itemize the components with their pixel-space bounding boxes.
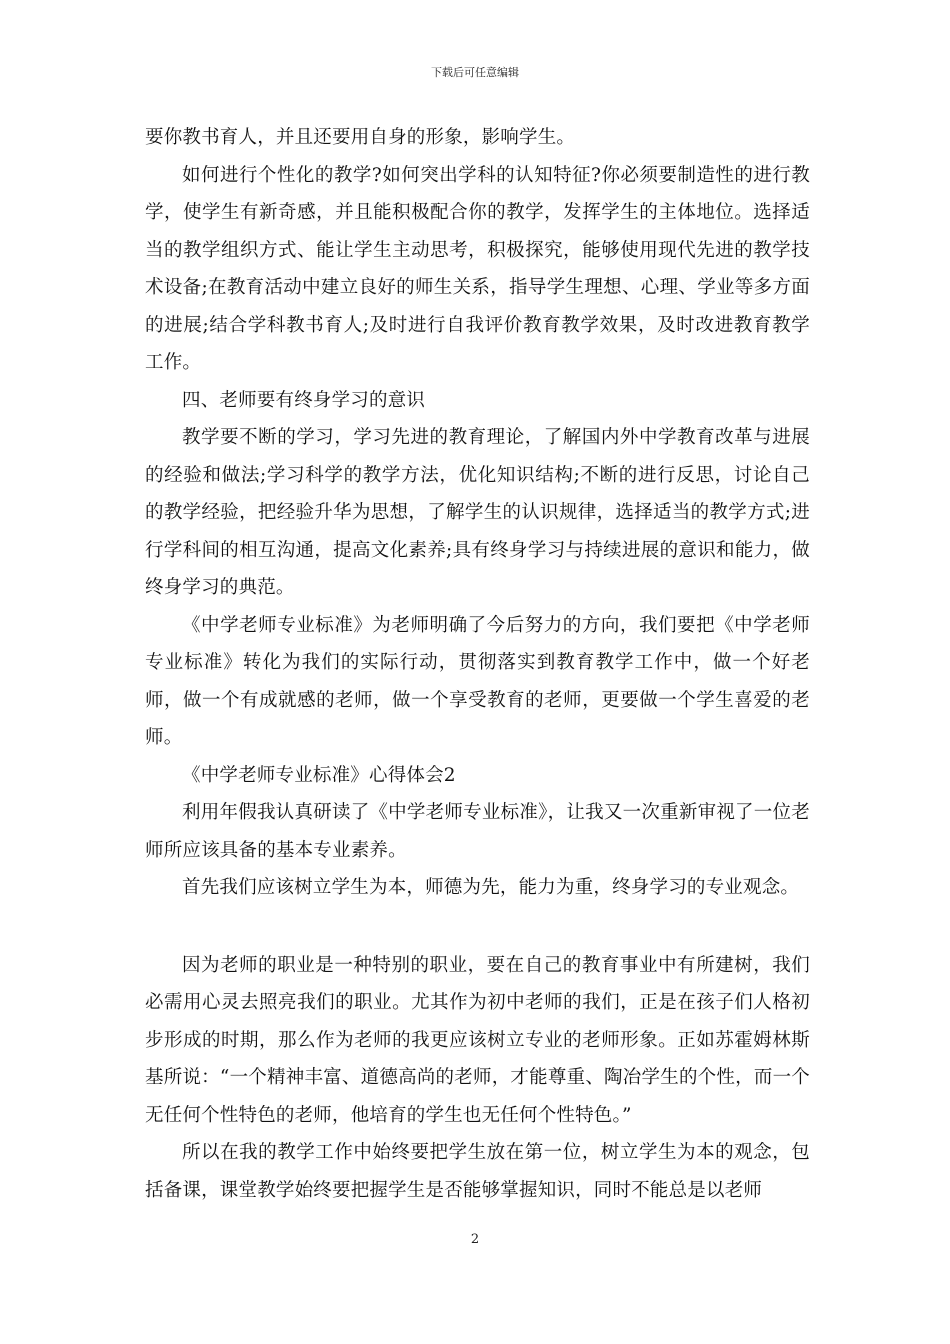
section-heading-lifelong-learning: 四、老师要有终身学习的意识 xyxy=(182,389,426,411)
paragraph-continuous-learning: 教学要不断的学习，学习先进的教育理论，了解国内外中学教育改革与进展的经验和做法;学习科学的教学方法，优化知识结构;不断的进行反思，讨论自己的教学经验，把经验升华为思想，了解学生的认识规律，选择适当的教学方式;进行学科间的相互沟通，提高文化素养;具有终身学习与持续进展的意识和能力，做终身学习的典范。 xyxy=(145,427,810,598)
paragraph-standard-direction: 《中学老师专业标准》为老师明确了今后努力的方向，我们要把《中学老师专业标准》转化为我们的实际行动，贯彻落实到教育教学工作中，做一个好老师，做一个有成就感的老师，做一个享受教育的老师，更要做一个学生喜爱的老师。 xyxy=(145,614,810,748)
paragraph-personalized-teaching: 如何进行个性化的教学?如何突出学科的认知特征?你必须要制造性的进行教学，使学生有新奇感，并且能积极配合你的教学，发挥学生的主体地位。选择适当的教学组织方式、能让学生主动思考，积极探究，能够使用现代先进的教学技术设备;在教育活动中建立良好的师生关系，指导学生理想、心理、学业等多方面的进展;结合学科教书育人;及时进行自我评价教育教学效果，及时改进教育教学工作。 xyxy=(145,164,810,373)
essay-title-2: 《中学老师专业标准》心得体会2 xyxy=(182,764,456,786)
paragraph-teacher-profession: 因为老师的职业是一种特别的职业，要在自己的教育事业中有所建树，我们必需用心灵去照亮我们的职业。尤其作为初中老师的我们，正是在孩子们人格初步形成的时期，那么作为老师的我更应该树立专业的老师形象。正如苏霍姆林斯基所说：“一个精神丰富、道德高尚的老师，才能尊重、陶冶学生的个性，而一个无任何个性特色的老师，他培育的学生也无任何个性特色。” xyxy=(145,954,810,1126)
document-body xyxy=(145,119,810,1209)
page-header: 下载后可任意编辑 xyxy=(431,66,519,79)
page-number: 2 xyxy=(470,1232,480,1247)
paragraph-gap xyxy=(145,907,810,947)
paragraph-continuation: 要你教书育人，并且还要用自身的形象，影响学生。 xyxy=(145,127,576,148)
paragraph-holiday-study: 利用年假我认真研读了《中学老师专业标准》，让我又一次重新审视了一位老师所应该具备的基本专业素养。 xyxy=(145,802,810,861)
paragraph-professional-concept: 首先我们应该树立学生为本，师德为先，能力为重，终身学习的专业观念。 xyxy=(182,877,800,898)
paragraph-student-first: 所以在我的教学工作中始终要把学生放在第一位，树立学生为本的观念，包括备课，课堂教学始终要把握学生是否能够掌握知识，同时不能总是以老师 xyxy=(145,1142,810,1201)
